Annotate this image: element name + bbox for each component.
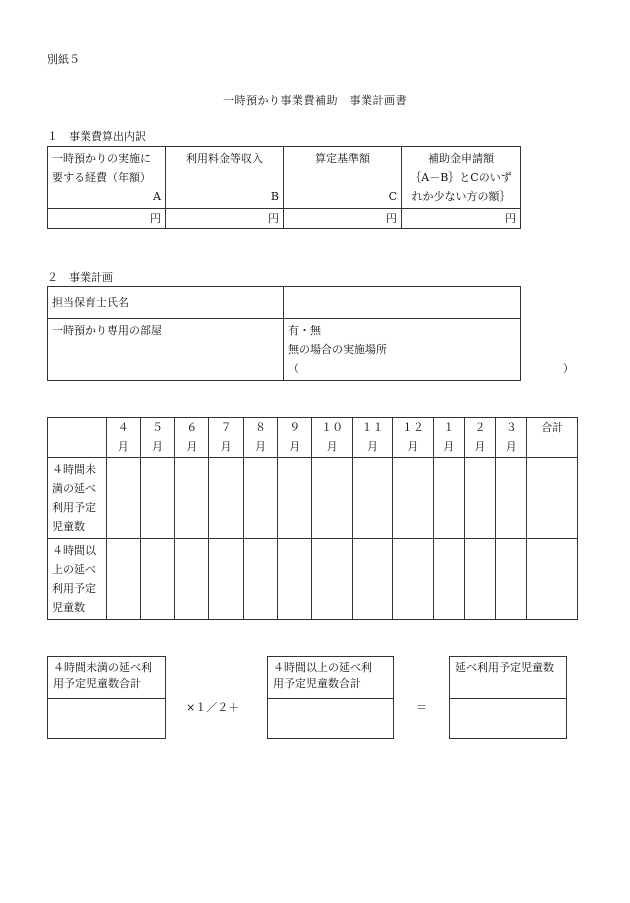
row-label-over-4h bbox=[48, 539, 107, 620]
month-header bbox=[278, 418, 312, 458]
month-count-cell[interactable] bbox=[106, 458, 140, 539]
header-letter: C bbox=[388, 190, 397, 203]
yen-unit: 円 bbox=[505, 212, 516, 225]
total-children-value[interactable] bbox=[450, 699, 566, 738]
room-option[interactable]: 有・無 bbox=[288, 324, 321, 337]
header-letter: A bbox=[153, 190, 161, 203]
month-count-cell[interactable] bbox=[140, 458, 174, 539]
month-unit: 月 bbox=[254, 440, 266, 453]
row-label-line: 利用予定 bbox=[52, 501, 96, 514]
month-number: １２ bbox=[401, 421, 424, 434]
month-unit: 月 bbox=[152, 440, 164, 453]
row-label: 一時預かり専用の部屋 bbox=[52, 324, 162, 337]
month-count-cell[interactable] bbox=[352, 539, 392, 620]
total-label: 合計 bbox=[541, 421, 564, 434]
month-unit: 月 bbox=[289, 440, 301, 453]
box-line: 延べ利用予定児童数 bbox=[455, 661, 554, 674]
month-header bbox=[496, 418, 527, 458]
month-unit: 月 bbox=[186, 440, 198, 453]
expense-header-cost bbox=[48, 147, 166, 209]
under-4h-total-value[interactable] bbox=[48, 699, 165, 738]
multiply-half-plus-operator: ×１／２＋ bbox=[186, 701, 240, 714]
header-letter: B bbox=[270, 190, 279, 203]
month-header bbox=[352, 418, 392, 458]
month-count-cell[interactable] bbox=[278, 539, 312, 620]
section1-heading: １ 事業費算出内訳 bbox=[47, 130, 146, 143]
amount-cell[interactable] bbox=[284, 209, 402, 229]
dedicated-room-label bbox=[48, 319, 284, 381]
month-header bbox=[106, 418, 140, 458]
total-children-box bbox=[449, 656, 567, 739]
document-title: 一時預かり事業費補助 事業計画書 bbox=[223, 94, 407, 107]
expense-header-subsidy bbox=[402, 147, 521, 209]
amount-cell[interactable] bbox=[48, 209, 166, 229]
month-unit: 月 bbox=[117, 440, 129, 453]
month-count-cell[interactable] bbox=[175, 458, 209, 539]
header-line: 利用料金等収入 bbox=[186, 152, 263, 165]
month-header bbox=[464, 418, 495, 458]
yen-unit: 円 bbox=[386, 212, 397, 225]
row-label: 担当保育士氏名 bbox=[52, 296, 129, 309]
amount-cell[interactable] bbox=[402, 209, 521, 229]
month-number: ５ bbox=[152, 421, 164, 434]
expense-header-income bbox=[166, 147, 284, 209]
month-count-cell[interactable] bbox=[464, 539, 495, 620]
month-number: ８ bbox=[254, 421, 266, 434]
total-count-cell[interactable] bbox=[527, 458, 578, 539]
header-line: れか少ない方の額｝ bbox=[411, 190, 511, 203]
corner-cell bbox=[48, 418, 107, 458]
month-count-cell[interactable] bbox=[433, 539, 464, 620]
over-4h-total-value[interactable] bbox=[268, 699, 393, 738]
header-line: ｛A－B｝とCのいず bbox=[410, 171, 512, 184]
monthly-children-table bbox=[47, 417, 578, 620]
box-line: 用予定児童数合計 bbox=[53, 677, 141, 690]
month-unit: 月 bbox=[407, 440, 419, 453]
row-label-line: ４時間未 bbox=[52, 463, 96, 476]
month-number: ６ bbox=[186, 421, 198, 434]
month-count-cell[interactable] bbox=[312, 458, 352, 539]
over-4h-total-box bbox=[267, 656, 394, 739]
month-count-cell[interactable] bbox=[209, 539, 243, 620]
month-unit: 月 bbox=[505, 440, 517, 453]
document-label: 別紙５ bbox=[47, 53, 80, 66]
month-count-cell[interactable] bbox=[464, 458, 495, 539]
box-line: 用予定児童数合計 bbox=[273, 677, 361, 690]
month-count-cell[interactable] bbox=[352, 458, 392, 539]
room-alt-location[interactable]: （ ） bbox=[288, 362, 574, 375]
month-number: ４ bbox=[117, 421, 129, 434]
under-4h-total-box bbox=[47, 656, 166, 739]
yen-unit: 円 bbox=[150, 212, 161, 225]
month-count-cell[interactable] bbox=[106, 539, 140, 620]
month-count-cell[interactable] bbox=[278, 458, 312, 539]
total-header bbox=[527, 418, 578, 458]
month-count-cell[interactable] bbox=[209, 458, 243, 539]
month-unit: 月 bbox=[220, 440, 232, 453]
expense-header-standard bbox=[284, 147, 402, 209]
row-label-line: 児童数 bbox=[52, 520, 85, 533]
header-line: 補助金申請額 bbox=[428, 152, 494, 165]
month-unit: 月 bbox=[474, 440, 486, 453]
month-number: ２ bbox=[474, 421, 486, 434]
month-count-cell[interactable] bbox=[433, 458, 464, 539]
month-header bbox=[312, 418, 352, 458]
month-header bbox=[433, 418, 464, 458]
month-number: ９ bbox=[289, 421, 301, 434]
yen-unit: 円 bbox=[268, 212, 279, 225]
month-count-cell[interactable] bbox=[496, 539, 527, 620]
month-number: １ bbox=[443, 421, 455, 434]
header-line: 一時預かりの実施に bbox=[52, 152, 151, 165]
month-number: ７ bbox=[220, 421, 232, 434]
month-header bbox=[209, 418, 243, 458]
month-unit: 月 bbox=[443, 440, 455, 453]
month-header bbox=[175, 418, 209, 458]
row-label-line: 利用予定 bbox=[52, 582, 96, 595]
row-label-under-4h bbox=[48, 458, 107, 539]
month-count-cell[interactable] bbox=[496, 458, 527, 539]
room-alt-label: 無の場合の実施場所 bbox=[288, 343, 387, 356]
month-header bbox=[243, 418, 277, 458]
expense-breakdown-table bbox=[47, 146, 521, 229]
header-line: 算定基準額 bbox=[315, 152, 370, 165]
equals-operator: ＝ bbox=[416, 701, 427, 714]
staff-name-field[interactable] bbox=[284, 287, 521, 319]
business-plan-table bbox=[47, 286, 574, 381]
month-count-cell[interactable] bbox=[243, 458, 277, 539]
month-number: １１ bbox=[361, 421, 384, 434]
row-label-line: 児童数 bbox=[52, 601, 85, 614]
month-unit: 月 bbox=[326, 440, 338, 453]
month-header bbox=[393, 418, 433, 458]
total-count-cell[interactable] bbox=[527, 539, 578, 620]
header-line: 要する経費（年額） bbox=[52, 171, 151, 184]
month-number: １０ bbox=[321, 421, 344, 434]
month-count-cell[interactable] bbox=[393, 539, 433, 620]
box-line: ４時間以上の延べ利 bbox=[273, 661, 372, 674]
month-count-cell[interactable] bbox=[312, 539, 352, 620]
month-number: ３ bbox=[505, 421, 517, 434]
month-count-cell[interactable] bbox=[243, 539, 277, 620]
month-count-cell[interactable] bbox=[140, 539, 174, 620]
dedicated-room-field[interactable] bbox=[284, 319, 574, 381]
section2-heading: ２ 事業計画 bbox=[47, 271, 113, 284]
month-header bbox=[140, 418, 174, 458]
staff-name-label bbox=[48, 287, 284, 319]
box-line: ４時間未満の延べ利 bbox=[53, 661, 152, 674]
row-label-line: 上の延べ bbox=[52, 563, 96, 576]
amount-cell[interactable] bbox=[166, 209, 284, 229]
month-count-cell[interactable] bbox=[175, 539, 209, 620]
row-label-line: 満の延べ bbox=[52, 482, 96, 495]
row-label-line: ４時間以 bbox=[52, 544, 96, 557]
month-count-cell[interactable] bbox=[393, 458, 433, 539]
month-unit: 月 bbox=[366, 440, 378, 453]
